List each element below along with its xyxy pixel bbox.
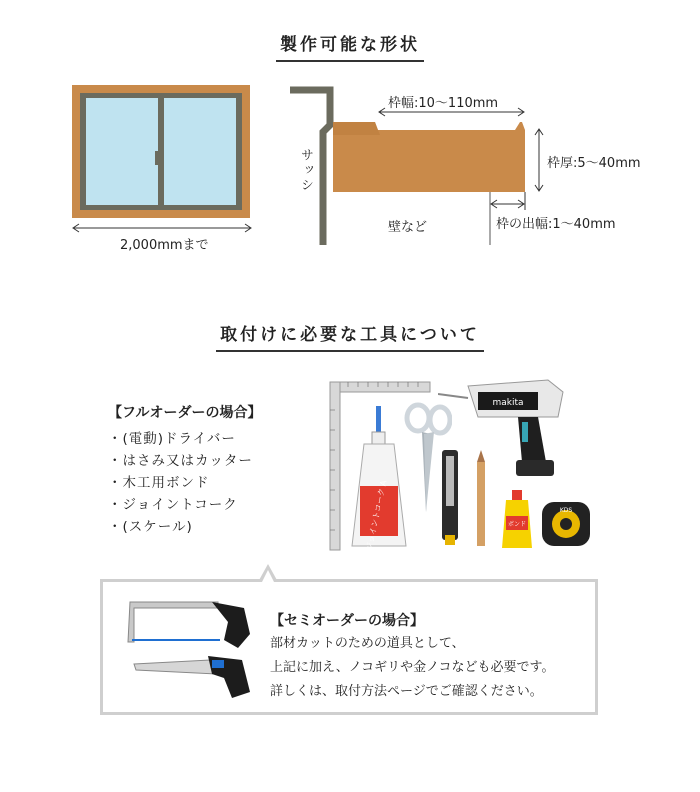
caulk-tube-icon	[350, 406, 410, 554]
window-illustration	[72, 85, 252, 225]
semi-order-line: 部材カットのための道具として、	[270, 636, 465, 651]
wood-glue-icon	[498, 490, 536, 552]
list-item: ・はさみ又はカッター	[108, 453, 253, 469]
tape-label: KDS	[559, 507, 573, 514]
tape-measure-icon	[540, 496, 594, 548]
list-item: ・木工用ボンド	[108, 475, 210, 491]
bond-label: ボンド	[507, 521, 527, 528]
tools-section-title: 取付けに必要な工具について	[0, 320, 700, 352]
width-dimension-arrow	[70, 222, 254, 234]
full-order-heading: 【フルオーダーの場合】	[108, 405, 262, 421]
drill-brand-label: makita	[492, 398, 524, 408]
frame-width-label: 枠幅:10〜110mm	[388, 96, 499, 111]
list-item: ・(スケール)	[108, 519, 193, 535]
tools-photo	[328, 372, 598, 557]
shapes-section-title: 製作可能な形状	[0, 30, 700, 62]
drill-icon	[438, 372, 578, 482]
sash-label: サッシ	[298, 148, 313, 193]
handsaw-icon	[134, 656, 250, 698]
frame-protrusion-label: 枠の出幅:1〜40mm	[496, 217, 616, 232]
list-item: ・(電動)ドライバー	[108, 431, 236, 447]
window-width-label: 2,000mmまで	[120, 238, 209, 253]
wall-label: 壁など	[388, 220, 428, 235]
hacksaw-icon	[128, 602, 250, 648]
saws-illustration	[120, 598, 260, 706]
caulk-label: ジョイントコーク A	[364, 479, 389, 552]
frame-thickness-label: 枠厚:5〜40mm	[547, 156, 641, 171]
semi-order-line: 詳しくは、取付方法ページでご確認ください。	[270, 684, 543, 699]
semi-order-text	[270, 610, 554, 704]
semi-order-line: 上記に加え、ノコギリや金ノコなども必要です。	[270, 660, 555, 675]
semi-order-heading: 【セミオーダーの場合】	[270, 613, 424, 629]
list-item: ・ジョイントコーク	[108, 497, 238, 513]
full-order-list	[108, 402, 261, 538]
